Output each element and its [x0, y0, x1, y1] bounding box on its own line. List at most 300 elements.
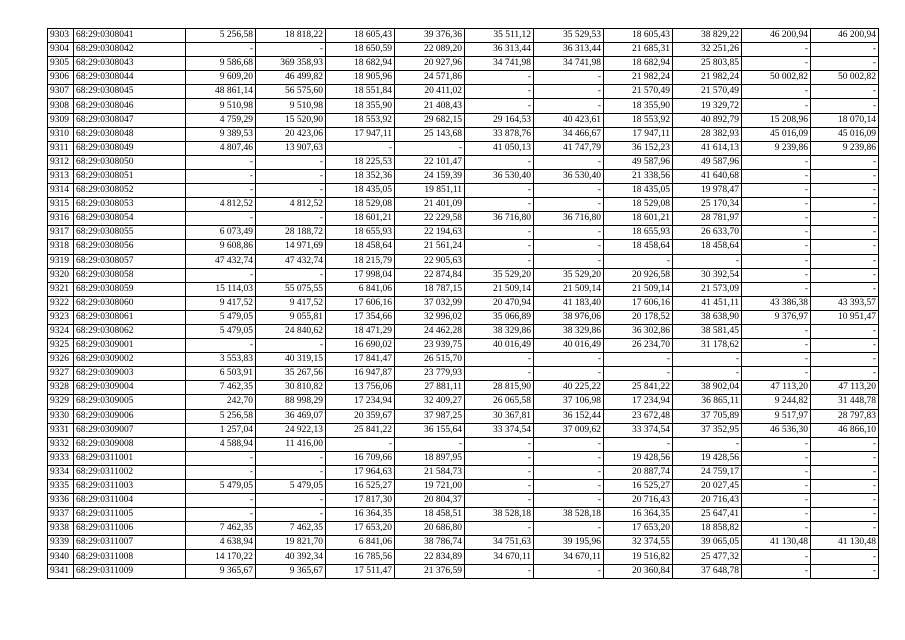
value-cell: 19 821,70 [256, 536, 326, 550]
value-cell: 28 382,93 [673, 127, 742, 141]
value-cell: - [465, 367, 534, 381]
value-cell: 21 570,49 [604, 85, 673, 99]
value-cell: 39 376,36 [395, 29, 465, 43]
value-cell: - [742, 184, 811, 198]
cadastral-code-cell: 68:29:0308051 [74, 169, 186, 183]
value-cell: 20 686,80 [395, 522, 465, 536]
row-number-cell: 9340 [48, 550, 74, 564]
value-cell: 29 682,15 [395, 113, 465, 127]
value-cell: - [811, 198, 879, 212]
value-cell: 37 009,62 [534, 423, 604, 437]
cadastral-code-cell: 68:29:0308055 [74, 226, 186, 240]
row-number-cell: 9313 [48, 169, 74, 183]
value-cell: 18 601,21 [326, 212, 395, 226]
value-cell: - [811, 339, 879, 353]
value-cell: 28 797,83 [811, 409, 879, 423]
value-cell: - [186, 155, 256, 169]
value-cell: - [465, 522, 534, 536]
value-cell: 28 188,72 [256, 226, 326, 240]
value-cell: 18 605,43 [326, 29, 395, 43]
value-cell: 30 810,82 [256, 381, 326, 395]
value-cell: - [811, 550, 879, 564]
value-cell: - [604, 437, 673, 451]
row-number-cell: 9330 [48, 409, 74, 423]
table-row [48, 324, 879, 338]
value-cell: - [186, 169, 256, 183]
value-cell: 21 509,14 [604, 282, 673, 296]
value-cell: 25 841,22 [326, 423, 395, 437]
value-cell: 46 866,10 [811, 423, 879, 437]
value-cell: 9 417,52 [256, 296, 326, 310]
value-cell: - [465, 99, 534, 113]
cadastral-code-cell: 68:29:0308042 [74, 43, 186, 57]
value-cell: - [604, 367, 673, 381]
value-cell: 38 829,22 [673, 29, 742, 43]
table-row [48, 409, 879, 423]
value-cell: 21 509,14 [534, 282, 604, 296]
table-row [48, 508, 879, 522]
table-row [48, 367, 879, 381]
value-cell: 18 553,92 [326, 113, 395, 127]
value-cell: 34 741,98 [465, 57, 534, 71]
value-cell: 4 588,94 [186, 437, 256, 451]
table-row [48, 99, 879, 113]
value-cell: 26 633,70 [673, 226, 742, 240]
value-cell: - [465, 494, 534, 508]
value-cell: 9 389,53 [186, 127, 256, 141]
row-number-cell: 9335 [48, 480, 74, 494]
value-cell: 37 987,25 [395, 409, 465, 423]
value-cell: 20 411,02 [395, 85, 465, 99]
value-cell: - [811, 240, 879, 254]
value-cell: 26 065,58 [465, 395, 534, 409]
value-cell: 31 448,78 [811, 395, 879, 409]
row-number-cell: 9306 [48, 71, 74, 85]
table-row [48, 480, 879, 494]
value-cell: 55 075,55 [256, 282, 326, 296]
value-cell: - [534, 437, 604, 451]
row-number-cell: 9341 [48, 564, 74, 578]
cadastral-code-cell: 68:29:0311003 [74, 480, 186, 494]
value-cell: 33 374,54 [604, 423, 673, 437]
row-number-cell: 9308 [48, 99, 74, 113]
value-cell: 18 458,51 [395, 508, 465, 522]
value-cell: 9 510,98 [256, 99, 326, 113]
value-cell: 18 471,29 [326, 324, 395, 338]
value-cell: - [465, 254, 534, 268]
value-cell: 41 183,40 [534, 296, 604, 310]
row-number-cell: 9331 [48, 423, 74, 437]
value-cell: 5 256,58 [186, 409, 256, 423]
value-cell: 18 818,22 [256, 29, 326, 43]
value-cell: - [534, 85, 604, 99]
row-number-cell: 9325 [48, 339, 74, 353]
value-cell: - [742, 169, 811, 183]
value-cell: 18 858,82 [673, 522, 742, 536]
value-cell: 369 358,93 [256, 57, 326, 71]
table-row [48, 29, 879, 43]
value-cell: 34 466,67 [534, 127, 604, 141]
value-cell: 47 432,74 [186, 254, 256, 268]
value-cell: 16 709,66 [326, 451, 395, 465]
value-cell: 18 650,59 [326, 43, 395, 57]
value-cell: 21 408,43 [395, 99, 465, 113]
table-row [48, 127, 879, 141]
value-cell: 24 462,28 [395, 324, 465, 338]
value-cell: - [811, 254, 879, 268]
value-cell: 4 812,52 [256, 198, 326, 212]
value-cell: 15 208,96 [742, 113, 811, 127]
value-cell: - [534, 494, 604, 508]
value-cell: 88 998,29 [256, 395, 326, 409]
value-cell: 21 376,59 [395, 564, 465, 578]
table-row [48, 296, 879, 310]
value-cell: 11 416,00 [256, 437, 326, 451]
value-cell: 24 759,17 [673, 465, 742, 479]
cadastral-code-cell: 68:29:0308057 [74, 254, 186, 268]
value-cell: 21 338,56 [604, 169, 673, 183]
value-cell: - [534, 522, 604, 536]
cadastral-code-cell: 68:29:0308054 [74, 212, 186, 226]
value-cell: - [811, 367, 879, 381]
value-cell: 24 571,86 [395, 71, 465, 85]
value-cell: 32 996,02 [395, 310, 465, 324]
value-cell: 20 716,43 [673, 494, 742, 508]
value-cell: - [742, 508, 811, 522]
table-row [48, 423, 879, 437]
value-cell: 9 365,67 [256, 564, 326, 578]
value-cell: 20 360,84 [604, 564, 673, 578]
value-cell: - [811, 226, 879, 240]
value-cell: - [465, 184, 534, 198]
cadastral-code-cell: 68:29:0309004 [74, 381, 186, 395]
value-cell: 21 561,24 [395, 240, 465, 254]
value-cell: - [742, 282, 811, 296]
value-cell: 26 515,70 [395, 353, 465, 367]
value-cell: 5 479,05 [186, 310, 256, 324]
value-cell: - [742, 339, 811, 353]
table-row [48, 141, 879, 155]
value-cell: 36 716,80 [534, 212, 604, 226]
value-cell: - [534, 480, 604, 494]
row-number-cell: 9324 [48, 324, 74, 338]
row-number-cell: 9312 [48, 155, 74, 169]
row-number-cell: 9329 [48, 395, 74, 409]
value-cell: 34 670,11 [534, 550, 604, 564]
cadastral-code-cell: 68:29:0309002 [74, 353, 186, 367]
value-cell: - [186, 268, 256, 282]
value-cell: - [742, 522, 811, 536]
value-cell: 41 130,48 [811, 536, 879, 550]
table-row [48, 353, 879, 367]
table-row [48, 43, 879, 57]
value-cell: 24 840,62 [256, 324, 326, 338]
value-cell: 25 647,41 [673, 508, 742, 522]
value-cell: 38 329,86 [465, 324, 534, 338]
value-cell: 47 113,20 [811, 381, 879, 395]
value-cell: - [811, 324, 879, 338]
value-cell: 9 510,98 [186, 99, 256, 113]
value-cell: 21 401,09 [395, 198, 465, 212]
value-cell: 20 887,74 [604, 465, 673, 479]
value-cell: - [811, 155, 879, 169]
value-cell: 18 551,84 [326, 85, 395, 99]
value-cell: 9 244,82 [742, 395, 811, 409]
value-cell: 39 195,96 [534, 536, 604, 550]
value-cell: - [534, 240, 604, 254]
value-cell: 21 573,09 [673, 282, 742, 296]
value-cell: 36 530,40 [534, 169, 604, 183]
value-cell: 41 640,68 [673, 169, 742, 183]
value-cell: 17 947,11 [326, 127, 395, 141]
table-row [48, 494, 879, 508]
value-cell: 30 392,54 [673, 268, 742, 282]
value-cell: 22 089,20 [395, 43, 465, 57]
value-cell: 36 155,64 [395, 423, 465, 437]
value-cell: 22 874,84 [395, 268, 465, 282]
value-cell: 18 655,93 [326, 226, 395, 240]
value-cell: 18 905,96 [326, 71, 395, 85]
value-cell: 18 225,53 [326, 155, 395, 169]
value-cell: 18 070,14 [811, 113, 879, 127]
value-cell: 19 428,56 [673, 451, 742, 465]
value-cell: 13 756,06 [326, 381, 395, 395]
value-cell: 45 016,09 [811, 127, 879, 141]
value-cell: 35 529,20 [534, 268, 604, 282]
cadastral-code-cell: 68:29:0309005 [74, 395, 186, 409]
value-cell: 14 170,22 [186, 550, 256, 564]
row-number-cell: 9311 [48, 141, 74, 155]
row-number-cell: 9333 [48, 451, 74, 465]
value-cell: 4 638,94 [186, 536, 256, 550]
value-cell: 18 897,95 [395, 451, 465, 465]
value-cell: 20 423,06 [256, 127, 326, 141]
value-cell: 38 329,86 [534, 324, 604, 338]
value-cell: 16 364,35 [604, 508, 673, 522]
value-cell: 18 655,93 [604, 226, 673, 240]
table-row [48, 57, 879, 71]
value-cell: - [742, 465, 811, 479]
value-cell: 6 841,06 [326, 282, 395, 296]
value-cell: - [742, 324, 811, 338]
value-cell: - [811, 212, 879, 226]
value-cell: 37 352,95 [673, 423, 742, 437]
value-cell: 41 130,48 [742, 536, 811, 550]
value-cell: 41 050,13 [465, 141, 534, 155]
table-row [48, 198, 879, 212]
value-cell: 17 354,66 [326, 310, 395, 324]
value-cell: - [604, 254, 673, 268]
value-cell: 40 892,79 [673, 113, 742, 127]
value-cell: 4 759,29 [186, 113, 256, 127]
cadastral-code-cell: 68:29:0311008 [74, 550, 186, 564]
value-cell: 25 170,34 [673, 198, 742, 212]
table-row [48, 113, 879, 127]
value-cell: - [465, 480, 534, 494]
value-cell: 25 803,85 [673, 57, 742, 71]
value-cell: - [465, 451, 534, 465]
value-cell: 9 239,86 [742, 141, 811, 155]
value-cell: 9 365,67 [186, 564, 256, 578]
value-cell: 17 841,47 [326, 353, 395, 367]
table-row [48, 451, 879, 465]
value-cell: 18 458,64 [673, 240, 742, 254]
cadastral-code-cell: 68:29:0311006 [74, 522, 186, 536]
value-cell: 23 939,75 [395, 339, 465, 353]
value-cell: 1 257,04 [186, 423, 256, 437]
value-cell: 40 016,49 [465, 339, 534, 353]
value-cell: 32 251,26 [673, 43, 742, 57]
value-cell: 18 352,36 [326, 169, 395, 183]
row-number-cell: 9321 [48, 282, 74, 296]
value-cell: - [534, 71, 604, 85]
value-cell: 18 435,05 [326, 184, 395, 198]
cadastral-code-cell: 68:29:0308050 [74, 155, 186, 169]
row-number-cell: 9307 [48, 85, 74, 99]
table-row [48, 522, 879, 536]
table-row [48, 85, 879, 99]
value-cell: - [811, 508, 879, 522]
value-cell: 36 313,44 [465, 43, 534, 57]
value-cell: 40 423,61 [534, 113, 604, 127]
value-cell: 18 458,64 [604, 240, 673, 254]
value-cell: - [465, 240, 534, 254]
value-cell: 3 553,83 [186, 353, 256, 367]
value-cell: 33 374,54 [465, 423, 534, 437]
value-cell: 17 511,47 [326, 564, 395, 578]
value-cell: 18 682,94 [326, 57, 395, 71]
cadastral-code-cell: 68:29:0309006 [74, 409, 186, 423]
value-cell: 37 032,99 [395, 296, 465, 310]
table-row [48, 268, 879, 282]
value-cell: - [186, 508, 256, 522]
value-cell: 56 575,60 [256, 85, 326, 99]
value-cell: 41 451,11 [673, 296, 742, 310]
value-cell: 36 152,44 [534, 409, 604, 423]
value-cell: 16 785,56 [326, 550, 395, 564]
cadastral-code-cell: 68:29:0308059 [74, 282, 186, 296]
value-cell: - [465, 198, 534, 212]
value-cell: 50 002,82 [811, 71, 879, 85]
value-cell: 5 479,05 [186, 480, 256, 494]
value-cell: 21 570,49 [673, 85, 742, 99]
value-cell: 22 229,58 [395, 212, 465, 226]
value-cell: 25 477,32 [673, 550, 742, 564]
value-cell: 36 469,07 [256, 409, 326, 423]
value-cell: 39 065,05 [673, 536, 742, 550]
value-cell: - [186, 451, 256, 465]
value-cell: - [742, 254, 811, 268]
table-row [48, 155, 879, 169]
cadastral-code-cell: 68:29:0308049 [74, 141, 186, 155]
value-cell: 32 374,55 [604, 536, 673, 550]
value-cell: 38 528,18 [534, 508, 604, 522]
cadastral-code-cell: 68:29:0308045 [74, 85, 186, 99]
value-cell: 9 055,81 [256, 310, 326, 324]
table-row [48, 169, 879, 183]
value-cell: - [742, 564, 811, 578]
value-cell: - [186, 43, 256, 57]
cadastral-code-cell: 68:29:0308058 [74, 268, 186, 282]
value-cell: - [534, 564, 604, 578]
value-cell: - [534, 451, 604, 465]
value-cell: 20 927,96 [395, 57, 465, 71]
row-number-cell: 9332 [48, 437, 74, 451]
row-number-cell: 9336 [48, 494, 74, 508]
value-cell: - [465, 85, 534, 99]
value-cell: - [395, 437, 465, 451]
value-cell: 5 479,05 [186, 324, 256, 338]
value-cell: 17 817,30 [326, 494, 395, 508]
value-cell: - [395, 141, 465, 155]
value-cell: 45 016,09 [742, 127, 811, 141]
table-row [48, 564, 879, 578]
value-cell: 18 787,15 [395, 282, 465, 296]
row-number-cell: 9314 [48, 184, 74, 198]
value-cell: - [742, 212, 811, 226]
table-row [48, 71, 879, 85]
value-cell: - [256, 494, 326, 508]
value-cell: 47 113,20 [742, 381, 811, 395]
value-cell: 15 520,90 [256, 113, 326, 127]
value-cell: 17 234,94 [604, 395, 673, 409]
value-cell: - [742, 240, 811, 254]
value-cell: 18 355,90 [604, 99, 673, 113]
value-cell: - [534, 254, 604, 268]
value-cell: - [534, 198, 604, 212]
value-cell: 21 982,24 [604, 71, 673, 85]
cadastral-code-cell: 68:29:0309007 [74, 423, 186, 437]
value-cell: - [811, 480, 879, 494]
value-cell: 37 106,98 [534, 395, 604, 409]
value-cell: 9 608,86 [186, 240, 256, 254]
value-cell: - [811, 169, 879, 183]
row-number-cell: 9337 [48, 508, 74, 522]
value-cell: 41 747,79 [534, 141, 604, 155]
value-cell: 31 178,62 [673, 339, 742, 353]
value-cell: - [534, 155, 604, 169]
value-cell: 9 239,86 [811, 141, 879, 155]
value-cell: - [811, 282, 879, 296]
value-cell: - [811, 564, 879, 578]
cadastral-code-cell: 68:29:0308048 [74, 127, 186, 141]
value-cell: - [742, 43, 811, 57]
value-cell: 36 865,11 [673, 395, 742, 409]
value-cell: - [673, 353, 742, 367]
table-row [48, 465, 879, 479]
value-cell: 34 670,11 [465, 550, 534, 564]
value-cell: 7 462,35 [256, 522, 326, 536]
cadastral-code-cell: 68:29:0308041 [74, 29, 186, 43]
value-cell: - [811, 85, 879, 99]
data-table [47, 28, 879, 579]
value-cell: - [534, 99, 604, 113]
value-cell: 24 922,13 [256, 423, 326, 437]
value-cell: 40 225,22 [534, 381, 604, 395]
value-cell: 37 705,89 [673, 409, 742, 423]
value-cell: 18 605,43 [604, 29, 673, 43]
value-cell: - [811, 184, 879, 198]
row-number-cell: 9318 [48, 240, 74, 254]
value-cell: 18 553,92 [604, 113, 673, 127]
value-cell: 21 584,73 [395, 465, 465, 479]
value-cell: 6 503,91 [186, 367, 256, 381]
value-cell: 21 509,14 [465, 282, 534, 296]
cadastral-code-cell: 68:29:0308043 [74, 57, 186, 71]
row-number-cell: 9303 [48, 29, 74, 43]
value-cell: 13 907,63 [256, 141, 326, 155]
value-cell: 18 682,94 [604, 57, 673, 71]
